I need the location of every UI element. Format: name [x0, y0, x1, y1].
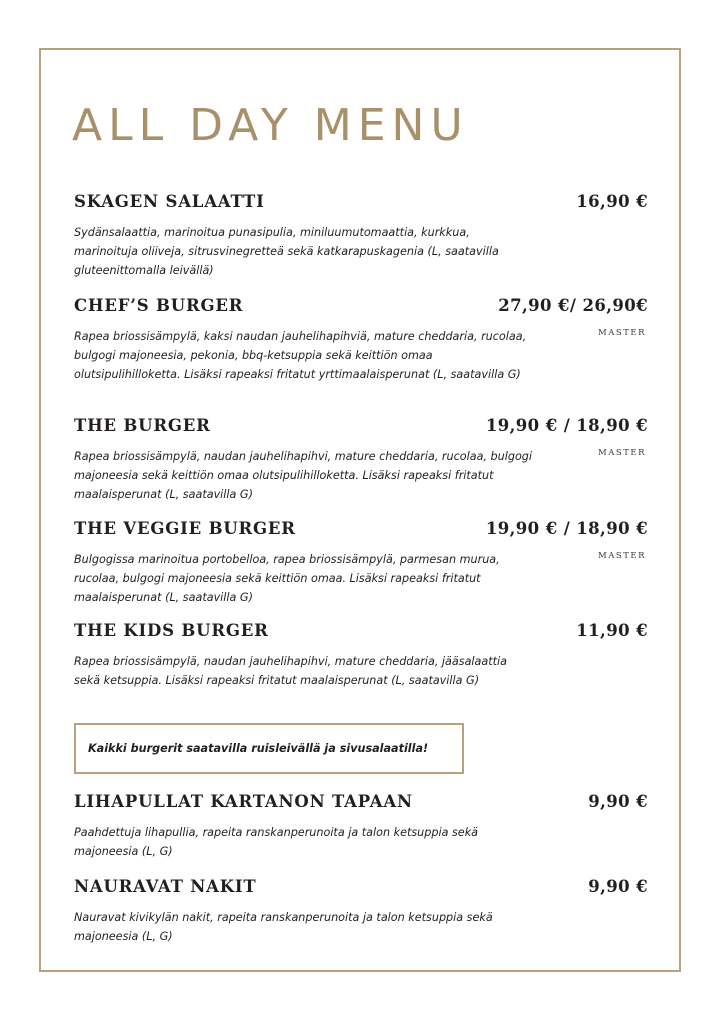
menu-title: ALL DAY MENU: [72, 100, 469, 151]
master-badge: MASTER: [598, 551, 646, 561]
master-badge: MASTER: [598, 328, 646, 338]
item-name: THE BURGER: [74, 416, 211, 435]
item-description: Sydänsalaattia, marinoitua punasipulia, miniluumutomaattia, kurkkua, marinoituja oliiveja, sitrusvinegretteä sekä katkarapuskagenia (L, saatavilla gluteenittomalla leivällä): [74, 226, 499, 277]
item-description: Rapea briossisämpylä, naudan jauhelihapihvi, mature cheddaria, jääsalaattia sekä ketsuppia. Lisäksi rapeaksi fritatut maalaisperunat (L, saatavilla G): [74, 655, 507, 687]
item-name: NAURAVAT NAKIT: [74, 877, 257, 896]
item-description: Nauravat kivikylän nakit, rapeita ranskanperunoita ja talon ketsuppia sekä majoneesia (L, G): [74, 911, 493, 943]
menu-item-chefs-burger: [74, 296, 648, 384]
item-price: 19,90 € / 18,90 €: [485, 416, 648, 435]
item-price: 9,90 €: [588, 792, 648, 811]
master-badge: MASTER: [598, 448, 646, 458]
menu-item-nauravat-nakit: [74, 877, 648, 947]
item-name: SKAGEN SALAATTI: [74, 192, 265, 211]
item-description: Paahdettuja lihapullia, rapeita ranskanperunoita ja talon ketsuppia sekä majoneesia (L, G): [74, 826, 479, 858]
item-price: 16,90 €: [576, 192, 648, 211]
item-price: 19,90 € / 18,90 €: [485, 519, 648, 538]
item-price: 9,90 €: [588, 877, 648, 896]
item-description: Rapea briossisämpylä, naudan jauhelihapihvi, mature cheddaria, rucolaa, bulgogi majoneesia sekä keittiön omaa olutsipulihilloketta. Lisäksi rapeaksi fritatut maalaisperunat (L, saatavilla G): [74, 450, 532, 501]
menu-item-the-kids-burger: [74, 621, 648, 691]
item-price: 11,90 €: [576, 621, 648, 640]
item-name: CHEF’S BURGER: [74, 296, 244, 315]
item-name: THE KIDS BURGER: [74, 621, 269, 640]
menu-item-lihapullat: [74, 792, 648, 862]
menu-item-the-veggie-burger: [74, 519, 648, 607]
burger-note-box: Kaikki burgerit saatavilla ruisleivällä ja sivusalaatilla!: [74, 723, 464, 774]
item-price: 27,90 €/ 26,90€: [498, 296, 648, 315]
item-name: THE VEGGIE BURGER: [74, 519, 296, 538]
menu-item-the-burger: [74, 416, 648, 504]
item-name: LIHAPULLAT KARTANON TAPAAN: [74, 792, 413, 811]
item-description: Bulgogissa marinoitua portobelloa, rapea briossisämpylä, parmesan murua, rucolaa, bulgogi majoneesia sekä keittiön omaa. Lisäksi rapeaksi fritatut maalaisperunat (L, saatavilla G): [74, 553, 500, 604]
menu-item-skagen-salaatti: [74, 192, 648, 280]
item-description: Rapea briossisämpylä, kaksi naudan jauhelihapihviä, mature cheddaria, rucolaa, bulgogi majoneesia, pekonia, bbq-ketsuppia sekä keittiön omaa olutsipulihilloketta. Lisäksi rapeaksi fritatut yrttimaalaisperunat (L, saatavilla G): [74, 330, 527, 381]
